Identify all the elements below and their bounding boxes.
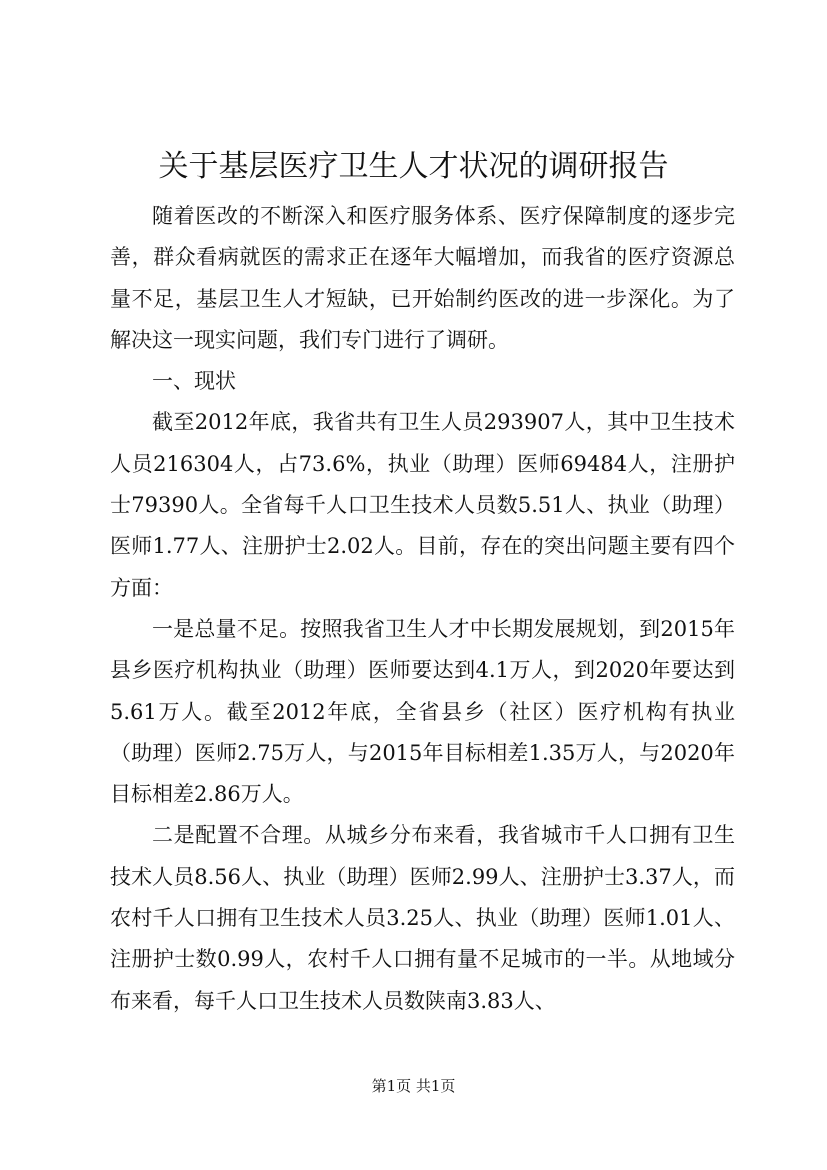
- paragraph-insufficient-total: 一是总量不足。按照我省卫生人才中长期发展规划，到2015年县乡医疗机构执业（助理）医师要达到4.1万人，到2020年要达到5.61万人。截至2012年底，全省县乡（社区）医疗机构有执业（助理）医师2.75万人，与2015年目标相差1.35万人，与2020年目标相差2.86万人。: [110, 616, 735, 807]
- paragraph-intro: 随着医改的不断深入和医疗服务体系、医疗保障制度的逐步完善，群众看病就医的需求正在逐年大幅增加，而我省的医疗资源总量不足，基层卫生人才短缺，已开始制约医改的进一步深化。为了解决这一现实问题，我们专门进行了调研。: [110, 204, 735, 352]
- page-number-footer: 第1页 共1页: [371, 1077, 456, 1095]
- section-heading-status: 一、现状: [152, 369, 236, 394]
- document-title: 关于基层医疗卫生人才状况的调研报告: [158, 149, 669, 184]
- paragraph-statistics: 截至2012年底，我省共有卫生人员293907人，其中卫生技术人员216304人，占73.6%，执业（助理）医师69484人，注册护士79390人。全省每千人口卫生技术人员数5.51人、执业（助理）医师1.77人、注册护士2.02人。目前，存在的突出问题主要有四个方面：: [110, 410, 735, 600]
- paragraph-unbalanced-allocation: 二是配置不合理。从城乡分布来看，我省城市千人口拥有卫生技术人员8.56人、执业（助理）医师2.99人、注册护士3.37人，而农村千人口拥有卫生技术人员3.25人、执业（助理）医师1.01人、注册护士数0.99人，农村千人口拥有量不足城市的一半。从地域分布来看，每千人口卫生技术人员数陕南3.83人、: [110, 823, 735, 1013]
- document-body: [110, 196, 735, 1022]
